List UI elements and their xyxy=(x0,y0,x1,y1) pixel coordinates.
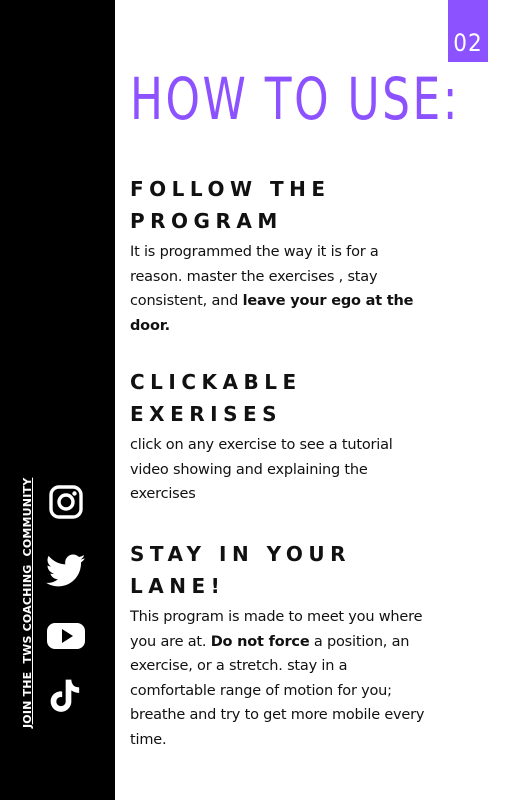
body-text: This program is made to meet you where you are at. xyxy=(130,609,423,650)
heading-line: LANE! xyxy=(130,574,226,598)
join-community-link[interactable]: JOIN THE TWS COACHING COMMUNITY xyxy=(21,477,34,728)
body-bold-text: Do not force xyxy=(210,633,310,650)
section-clickable-exercises xyxy=(130,366,430,507)
body-text: click on any exercise to see a tutorial video showing and explaining the exercises xyxy=(130,437,393,502)
section-body xyxy=(130,433,430,507)
section-stay-in-lane xyxy=(130,538,430,752)
heading-line: EXERISES xyxy=(130,402,283,426)
body-text: It is programmed the way it is for a reason. master the exercises , stay consistent, and xyxy=(130,244,379,309)
heading-line: FOLLOW THE xyxy=(130,177,331,201)
section-heading xyxy=(130,173,430,237)
body-text: a position, an exercise, or a stretch. stay in a comfortable range of motion for you; breathe and try to get more mobile every time. xyxy=(130,633,425,748)
section-body xyxy=(130,240,430,338)
youtube-icon[interactable] xyxy=(46,616,86,656)
section-heading xyxy=(130,538,430,602)
heading-line: PROGRAM xyxy=(130,209,283,233)
page-title: HOW TO USE: xyxy=(130,65,461,133)
sidebar xyxy=(0,0,115,800)
heading-line: CLICKABLE xyxy=(130,370,302,394)
section-follow-program xyxy=(130,173,430,338)
section-heading xyxy=(130,366,430,430)
twitter-icon[interactable] xyxy=(46,550,86,590)
instagram-icon[interactable] xyxy=(46,482,86,522)
body-bold-text: leave your ego at the door. xyxy=(130,293,414,334)
heading-line: STAY IN YOUR xyxy=(130,542,352,566)
tiktok-icon[interactable] xyxy=(46,676,86,716)
section-body xyxy=(130,605,430,752)
page-number-badge: 02 xyxy=(448,0,488,62)
